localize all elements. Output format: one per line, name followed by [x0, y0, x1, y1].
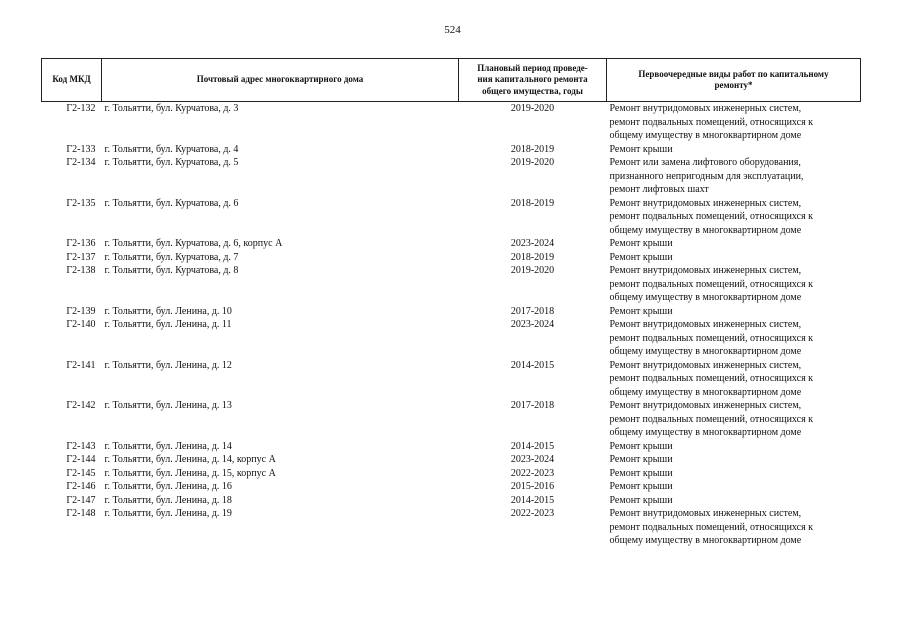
table-row — [42, 251, 861, 265]
table-row — [42, 318, 861, 359]
cell-period: 2019-2020 — [510, 265, 555, 276]
cell-address: г. Тольятти, бул. Ленина, д. 15, корпус А — [104, 467, 276, 479]
cell-address: г. Тольятти, бул. Ленина, д. 14 — [104, 440, 232, 452]
cell-works — [607, 197, 861, 238]
cell-period: 2022-2023 — [510, 467, 555, 479]
cell-code: Г2-148 — [66, 508, 96, 519]
table-row — [42, 143, 861, 157]
cell-code: Г2-138 — [66, 265, 96, 276]
cell-code: Г2-145 — [66, 467, 96, 479]
header-code: Код МКД — [42, 59, 102, 102]
header-period-line: Плановый период проведе- — [477, 62, 588, 73]
cell-address: г. Тольятти, бул. Курчатова, д. 4 — [104, 143, 239, 155]
cell-period: 2019-2020 — [510, 103, 555, 114]
cell-works — [607, 507, 861, 548]
cell-period: 2015-2016 — [510, 481, 555, 492]
cell-works — [607, 453, 861, 467]
cell-code: Г2-135 — [66, 197, 96, 209]
cell-works — [607, 467, 861, 481]
table-body — [42, 102, 861, 548]
works-line: Ремонт крыши — [609, 454, 673, 465]
header-works — [607, 59, 861, 102]
works-line: Ремонт внутридомовых инженерных систем, — [609, 103, 802, 114]
table-row — [42, 399, 861, 440]
cell-works — [607, 156, 861, 197]
works-line: общему имуществу в многоквартирном доме — [609, 130, 802, 141]
table-row — [42, 197, 861, 238]
cell-address: г. Тольятти, бул. Курчатова, д. 6, корпус А — [104, 238, 283, 249]
cell-works — [607, 264, 861, 305]
cell-code: Г2-132 — [66, 103, 96, 114]
cell-works — [607, 494, 861, 508]
works-line: ремонт подвальных помещений, относящихся к — [609, 211, 814, 222]
cell-period: 2023-2024 — [510, 454, 555, 465]
cell-works — [607, 251, 861, 265]
cell-address: г. Тольятти, бул. Ленина, д. 10 — [104, 305, 232, 317]
works-line: ремонт подвальных помещений, относящихся к — [609, 373, 814, 384]
cell-address: г. Тольятти, бул. Ленина, д. 13 — [104, 400, 232, 411]
works-line: общему имуществу в многоквартирном доме — [609, 292, 802, 303]
cell-period: 2014-2015 — [510, 359, 555, 371]
works-line: Ремонт внутридомовых инженерных систем, — [609, 400, 802, 411]
capital-repair-table — [41, 58, 861, 548]
works-line: общему имуществу в многоквартирном доме — [609, 427, 802, 438]
table-row — [42, 237, 861, 251]
header-address: Почтовый адрес многоквартирного дома — [102, 59, 459, 102]
works-line: ремонт подвальных помещений, относящихся к — [609, 413, 814, 425]
cell-period: 2014-2015 — [510, 440, 555, 452]
cell-address: г. Тольятти, бул. Курчатова, д. 3 — [104, 103, 239, 114]
works-line: ремонт лифтовых шахт — [609, 184, 709, 195]
cell-code: Г2-137 — [66, 251, 96, 263]
cell-address: г. Тольятти, бул. Ленина, д. 18 — [104, 494, 232, 506]
works-line: Ремонт крыши — [609, 481, 673, 492]
cell-code: Г2-140 — [66, 319, 96, 330]
header-period — [459, 59, 607, 102]
works-line: Ремонт крыши — [609, 467, 673, 479]
table-row — [42, 440, 861, 454]
cell-period: 2017-2018 — [510, 305, 555, 317]
cell-works — [607, 102, 861, 143]
cell-address: г. Тольятти, бул. Курчатова, д. 7 — [104, 251, 239, 263]
cell-address: г. Тольятти, бул. Ленина, д. 16 — [104, 481, 232, 492]
works-line: Ремонт крыши — [609, 238, 673, 249]
cell-code: Г2-141 — [66, 359, 96, 371]
cell-code: Г2-133 — [66, 143, 96, 155]
table-row — [42, 305, 861, 319]
header-works-line: ремонту* — [714, 80, 753, 90]
works-line: общему имуществу в многоквартирном доме — [609, 224, 802, 236]
cell-code: Г2-147 — [66, 494, 96, 506]
cell-period: 2018-2019 — [510, 251, 555, 263]
works-line: ремонт подвальных помещений, относящихся к — [609, 278, 814, 290]
cell-address: г. Тольятти, бул. Курчатова, д. 6 — [104, 197, 239, 209]
cell-works — [607, 399, 861, 440]
works-line: Ремонт крыши — [609, 251, 673, 263]
page-number: 524 — [444, 24, 461, 36]
works-line: Ремонт крыши — [609, 494, 673, 506]
cell-address: г. Тольятти, бул. Ленина, д. 14, корпус А — [104, 454, 276, 465]
cell-period: 2018-2019 — [510, 197, 555, 209]
header-row — [42, 59, 861, 102]
cell-period: 2019-2020 — [510, 157, 555, 168]
works-line: Ремонт внутридомовых инженерных систем, — [609, 197, 802, 209]
cell-period: 2017-2018 — [510, 400, 555, 411]
cell-code: Г2-134 — [66, 157, 96, 168]
header-period-line: общего имущества, годы — [482, 85, 583, 96]
works-line: Ремонт внутридомовых инженерных систем, — [609, 265, 802, 276]
table-header — [42, 59, 861, 102]
works-line: Ремонт внутридомовых инженерных систем, — [609, 319, 802, 330]
cell-works — [607, 237, 861, 251]
cell-period: 2018-2019 — [510, 143, 555, 155]
works-line: признанного непригодным для эксплуатации, — [609, 170, 804, 182]
cell-period: 2014-2015 — [510, 494, 555, 506]
cell-period: 2023-2024 — [510, 238, 555, 249]
cell-code: Г2-142 — [66, 400, 96, 411]
cell-address: г. Тольятти, бул. Курчатова, д. 5 — [104, 157, 239, 168]
works-line: Ремонт крыши — [609, 305, 673, 317]
table-row — [42, 264, 861, 305]
cell-address: г. Тольятти, бул. Ленина, д. 12 — [104, 359, 232, 371]
works-line: общему имуществу в многоквартирном доме — [609, 346, 802, 357]
cell-code: Г2-139 — [66, 305, 96, 317]
cell-works — [607, 305, 861, 319]
works-line: Ремонт внутридомовых инженерных систем, — [609, 359, 802, 371]
works-line: общему имуществу в многоквартирном доме — [609, 535, 802, 546]
cell-code: Г2-136 — [66, 238, 96, 249]
table-row — [42, 359, 861, 400]
table-row — [42, 480, 861, 494]
cell-works — [607, 318, 861, 359]
cell-address: г. Тольятти, бул. Ленина, д. 11 — [104, 319, 232, 330]
works-line: ремонт подвальных помещений, относящихся к — [609, 332, 814, 344]
table-row — [42, 494, 861, 508]
table-row — [42, 453, 861, 467]
table-row — [42, 102, 861, 143]
cell-code: Г2-143 — [66, 440, 96, 452]
cell-works — [607, 359, 861, 400]
cell-period: 2023-2024 — [510, 319, 555, 330]
table-row — [42, 156, 861, 197]
table-row — [42, 467, 861, 481]
works-line: Ремонт крыши — [609, 440, 673, 452]
works-line: ремонт подвальных помещений, относящихся к — [609, 116, 814, 128]
works-line: Ремонт внутридомовых инженерных систем, — [609, 508, 802, 519]
works-line: общему имуществу в многоквартирном доме — [609, 386, 802, 398]
cell-address: г. Тольятти, бул. Ленина, д. 19 — [104, 508, 232, 519]
works-line: Ремонт крыши — [609, 143, 673, 155]
cell-works — [607, 143, 861, 157]
cell-code: Г2-146 — [66, 481, 96, 492]
cell-period: 2022-2023 — [510, 508, 555, 519]
header-period-line: ния капитального ремонта — [477, 74, 588, 85]
table-row — [42, 507, 861, 548]
header-works-line: Первоочередные виды работ по капитальному — [638, 68, 829, 79]
cell-works — [607, 440, 861, 454]
cell-address: г. Тольятти, бул. Курчатова, д. 8 — [104, 265, 239, 276]
cell-code: Г2-144 — [66, 454, 96, 465]
works-line: Ремонт или замена лифтового оборудования, — [609, 157, 801, 168]
cell-works — [607, 480, 861, 494]
works-line: ремонт подвальных помещений, относящихся к — [609, 521, 814, 533]
